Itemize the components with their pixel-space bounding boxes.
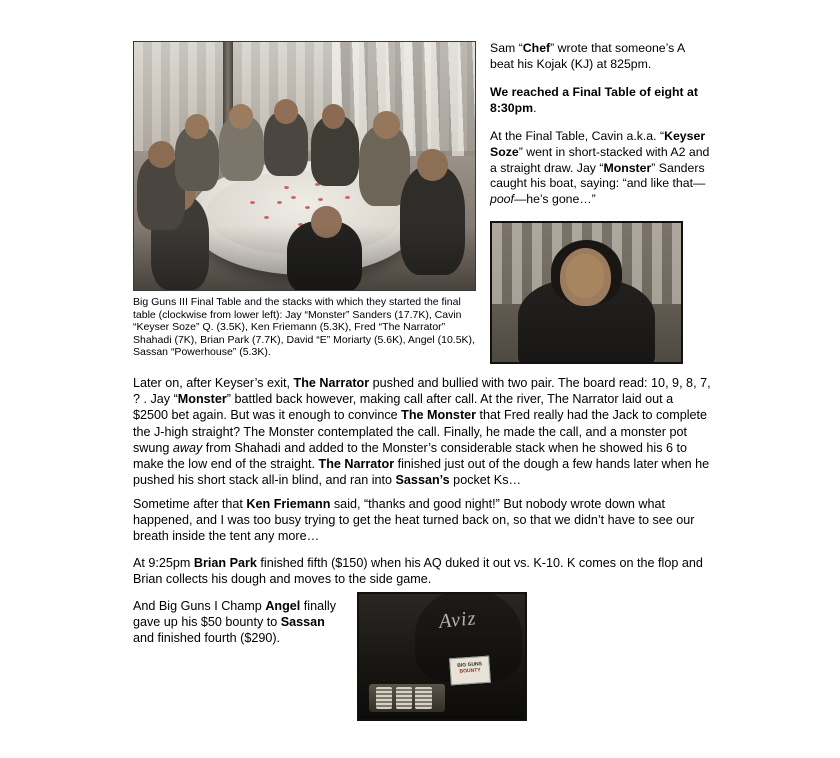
text-run: poof xyxy=(490,191,514,206)
text-run: pocket Ks… xyxy=(449,473,522,488)
text-run: pushed and bullied with two pair. The board read: 10, 9, 8, 7, ? . Jay “ xyxy=(133,376,711,407)
bounty-card xyxy=(449,655,491,685)
text-run: —he’s gone…” xyxy=(513,191,596,206)
text-run: finished just out of the dough a few hands later when he pushed his short stack all-in blind, and ran into xyxy=(133,457,710,488)
player-head xyxy=(322,104,346,129)
paragraph-final-table-announce xyxy=(490,85,710,116)
text-run: and finished fourth ($290). xyxy=(133,631,281,646)
text-run: ” battled back however, making call after call. At the river, The Narrator laid out a $2500 bet again. But was it enough to convince xyxy=(133,392,674,423)
text-run: The Monster xyxy=(401,408,477,423)
text-run: Keyser Soze xyxy=(490,129,706,159)
portrait-face xyxy=(566,254,604,298)
text-run: We reached a Final Table of eight at 8:30pm xyxy=(490,85,698,115)
photo-vignette xyxy=(134,226,475,290)
text-run: finished fifth ($150) when his AQ duked it out vs. K-10. K comes on the flop and Brian collects his dough and moves to the side game. xyxy=(133,556,703,587)
keyser-soze-portrait-photo xyxy=(490,221,683,364)
body-paragraph-friemann xyxy=(133,496,711,557)
text-run: At the Final Table, Cavin a.k.a. “ xyxy=(490,129,665,144)
text-run: that Fred really had the Jack to complete the J-high straight? The Monster contemplated the call. Finally, he made the call, and a monster pot swung xyxy=(133,408,708,455)
text-run: from Shahadi and added to the Monster’s considerable stack when he showed his 6 to make the low end of the straight. xyxy=(133,440,688,472)
player-head xyxy=(229,104,253,129)
text-run: Sassan xyxy=(280,615,325,630)
text-run: At 9:25pm xyxy=(133,556,194,570)
text-run: And Big Guns I Champ xyxy=(133,599,266,613)
text-run: Chef xyxy=(522,41,551,55)
right-column-text xyxy=(490,41,710,220)
text-run: Angel xyxy=(265,599,301,613)
paragraph-narrator-two-pair xyxy=(133,375,711,488)
photo-caption: Big Guns III Final Table and the stacks with which they started the final table (clockwise from lower left): Jay “Monster” Sanders (17.7K), Cavin “Keyser Soze” Q. (3.5K), Ken Friemann (5.3K), Fred “The Narrator” Shahadi (7K), Brian Park (7.7K), David “E” Moriarty (5.6K), Angel (10.5K), Sassan “Powerhouse” (5.3K). xyxy=(133,296,475,359)
player-head xyxy=(373,111,400,138)
text-run: Sam “ xyxy=(490,41,523,55)
text-run: Monster xyxy=(177,392,227,407)
text-run: ” wrote that someone’s A beat his Kojak (KJ) at 825pm. xyxy=(490,41,685,71)
paragraph-chef-kojak xyxy=(490,41,710,72)
text-run: ” Sanders caught his boat, saying: “and like that— xyxy=(490,160,706,191)
player-head xyxy=(274,99,298,124)
text-run: Brian Park xyxy=(193,556,257,570)
body-paragraph-narrator xyxy=(133,375,711,500)
paragraph-brian-park-fifth xyxy=(133,555,711,587)
bounty-card-line1: BIG GUNS xyxy=(457,660,483,669)
text-run: . xyxy=(533,100,537,115)
big-guns-iii-final-table-photo xyxy=(133,41,476,291)
text-run: Sometime after that xyxy=(133,497,247,511)
player-head xyxy=(417,149,448,181)
text-run: Ken Friemann xyxy=(246,497,331,511)
paragraph-friemann-goodnight xyxy=(133,496,711,545)
text-run: The Narrator xyxy=(318,457,395,472)
text-run: away xyxy=(172,440,203,455)
text-run: The Narrator xyxy=(293,376,370,390)
text-run: finally gave up his $50 bounty to xyxy=(133,599,336,630)
paragraph-keyser-soze-shortstack xyxy=(490,129,710,207)
text-run: ” went in short-stacked with A2 and a straight draw. Jay “ xyxy=(490,144,710,175)
cap-logo-text: Aviz xyxy=(437,607,478,633)
paragraph-angel-fourth xyxy=(133,598,341,647)
player-head xyxy=(185,114,209,139)
text-run: Later on, after Keyser’s exit, xyxy=(133,376,294,390)
text-run: said, “thanks and good night!” But nobody wrote down what happened, and I was too busy trying to get the heat turned back on, so that we didn’t have to see our breath inside the tent any more… xyxy=(133,497,695,544)
text-run: Monster xyxy=(603,160,652,175)
bounty-card-line2: BOUNTY xyxy=(459,666,482,675)
body-paragraph-angel xyxy=(133,598,341,659)
text-run: Sassan’s xyxy=(395,473,450,488)
bounty-cap-and-chips-photo xyxy=(357,592,527,721)
